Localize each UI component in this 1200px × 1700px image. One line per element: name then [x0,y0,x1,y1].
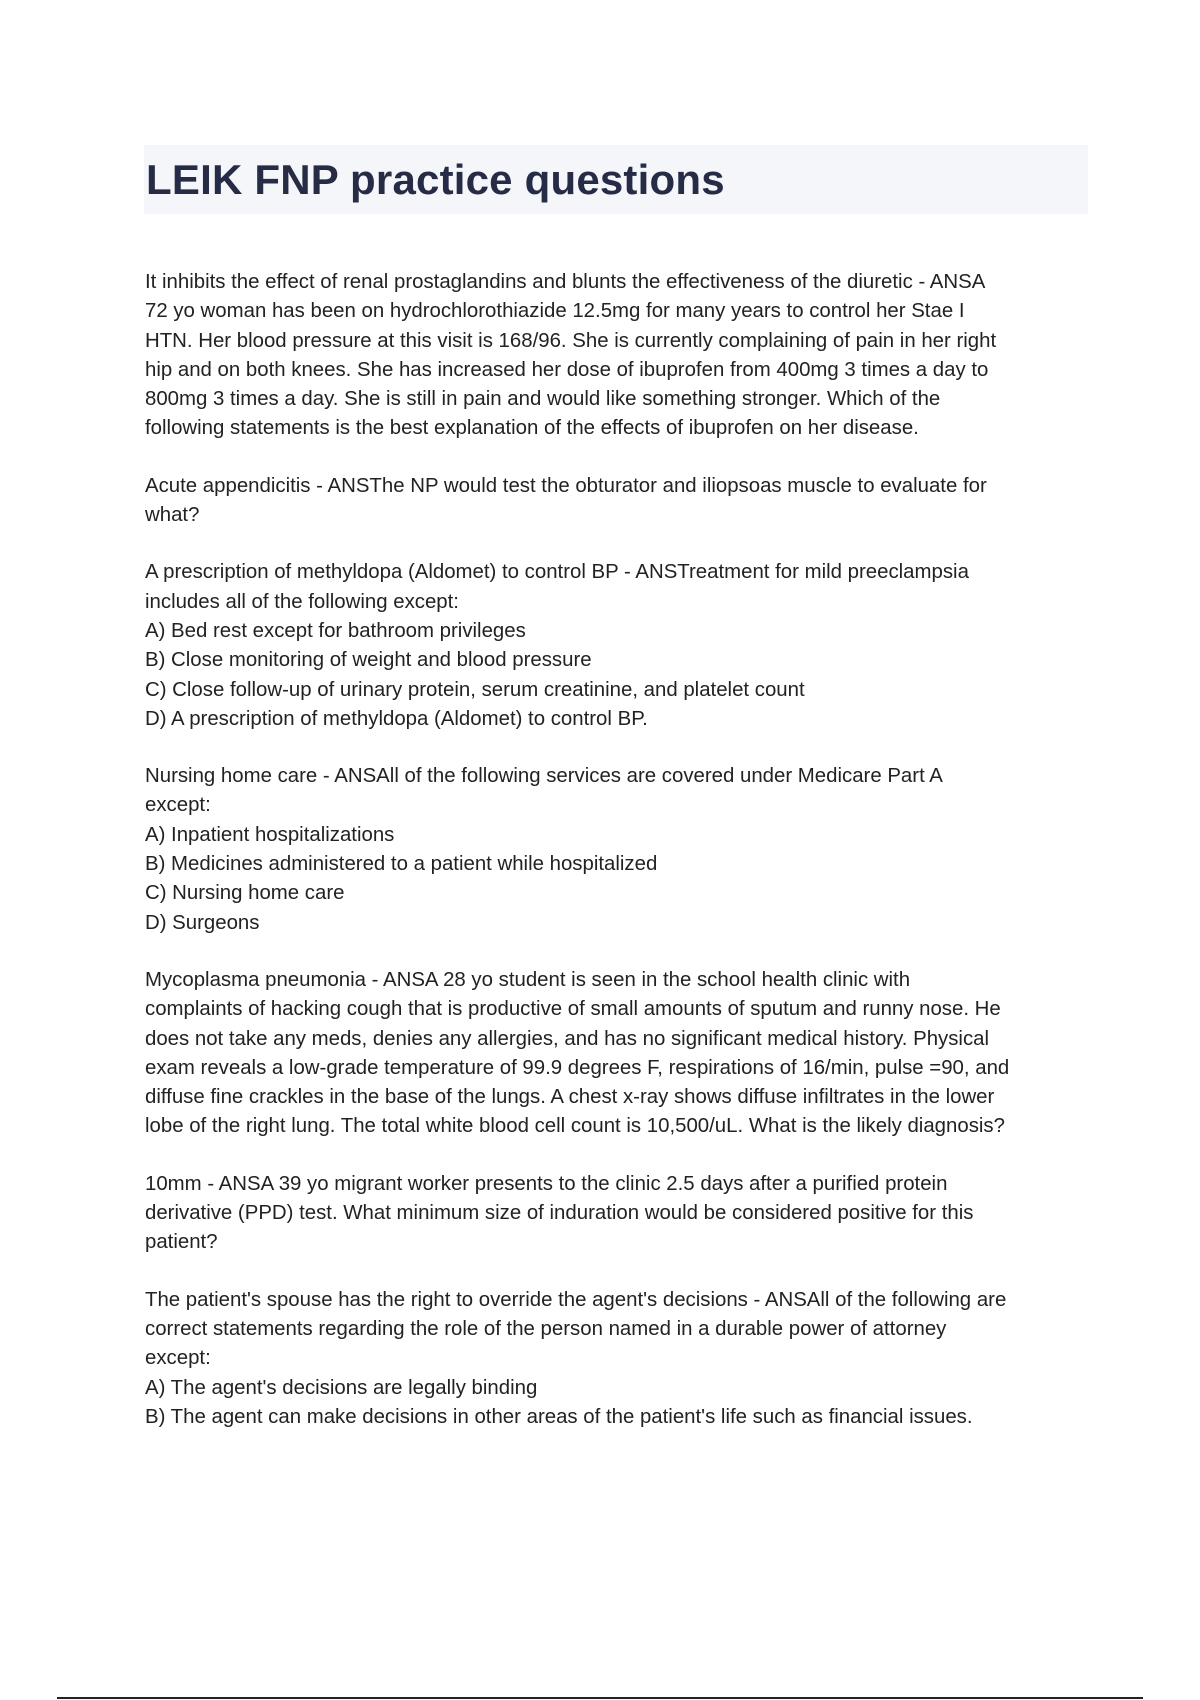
qa-block [145,762,1095,938]
page-title: LEIK FNP practice questions [146,156,725,203]
answer-option: B) Close monitoring of weight and blood pressure [145,649,592,672]
text-line: lobe of the right lung. The total white blood cell count is 10,500/uL. What is the likely diagnosis? [145,1115,1005,1138]
text-line: The patient's spouse has the right to override the agent's decisions - ANSAll of the following are [145,1288,1007,1311]
answer-option: A) Bed rest except for bathroom privileges [145,619,526,642]
text-line: Nursing home care - ANSAll of the following services are covered under Medicare Part A [145,765,943,788]
answer-option: A) Inpatient hospitalizations [145,823,395,846]
text-line: does not take any meds, denies any allergies, and has no significant medical history. Physical [145,1027,990,1050]
text-line: what? [145,504,200,527]
answer-option: B) The agent can make decisions in other areas of the patient's life such as financial issues. [145,1405,973,1428]
text-line: HTN. Her blood pressure at this visit is 168/96. She is currently complaining of pain in her right [145,329,997,352]
text-line: includes all of the following except: [145,590,459,613]
qa-block [145,558,1095,734]
text-line: correct statements regarding the role of the person named in a durable power of attorney [145,1317,947,1340]
text-line: 800mg 3 times a day. She is still in pain and would like something stronger. Which of the [145,388,941,411]
answer-option: B) Medicines administered to a patient while hospitalized [145,853,658,876]
title-band [144,145,1088,214]
qa-block [145,472,1095,531]
text-line: exam reveals a low-grade temperature of 99.9 degrees F, respirations of 16/min, pulse =90, and [145,1056,1010,1079]
text-line: A prescription of methyldopa (Aldomet) to control BP - ANSTreatment for mild preeclampsia [145,561,969,584]
text-line: patient? [145,1231,218,1254]
text-line: It inhibits the effect of renal prostaglandins and blunts the effectiveness of the diuretic - ANSA [145,271,986,293]
text-line: hip and on both knees. She has increased her dose of ibuprofen from 400mg 3 times a day to [145,358,989,381]
text-line: except: [145,794,211,817]
text-line: derivative (PPD) test. What minimum size of induration would be considered positive for this [145,1202,974,1225]
text-line: Acute appendicitis - ANSThe NP would test the obturator and iliopsoas muscle to evaluate for [145,474,987,497]
qa-block [145,1286,1095,1432]
text-line: except: [145,1347,211,1370]
answer-option: C) Nursing home care [145,882,345,905]
text-line: following statements is the best explanation of the effects of ibuprofen on her disease. [145,417,919,440]
document-body [145,268,1095,1460]
text-line: 10mm - ANSA 39 yo migrant worker presents to the clinic 2.5 days after a purified protein [145,1172,948,1195]
qa-block [145,966,1095,1142]
answer-option: D) A prescription of methyldopa (Aldomet) to control BP. [145,707,648,730]
text-line: Mycoplasma pneumonia - ANSA 28 yo student is seen in the school health clinic with [145,968,911,991]
qa-block [145,268,1095,444]
footer-divider [57,1697,1143,1699]
text-line: 72 yo woman has been on hydrochlorothiazide 12.5mg for many years to control her Stae I [145,300,965,323]
answer-option: D) Surgeons [145,911,260,934]
qa-block [145,1170,1095,1258]
answer-option: C) Close follow-up of urinary protein, serum creatinine, and platelet count [145,678,805,701]
text-line: complaints of hacking cough that is productive of small amounts of sputum and runny nose. He [145,998,1001,1021]
answer-option: A) The agent's decisions are legally binding [145,1376,538,1399]
text-line: diffuse fine crackles in the base of the lungs. A chest x-ray shows diffuse infiltrates in the lower [145,1086,995,1109]
